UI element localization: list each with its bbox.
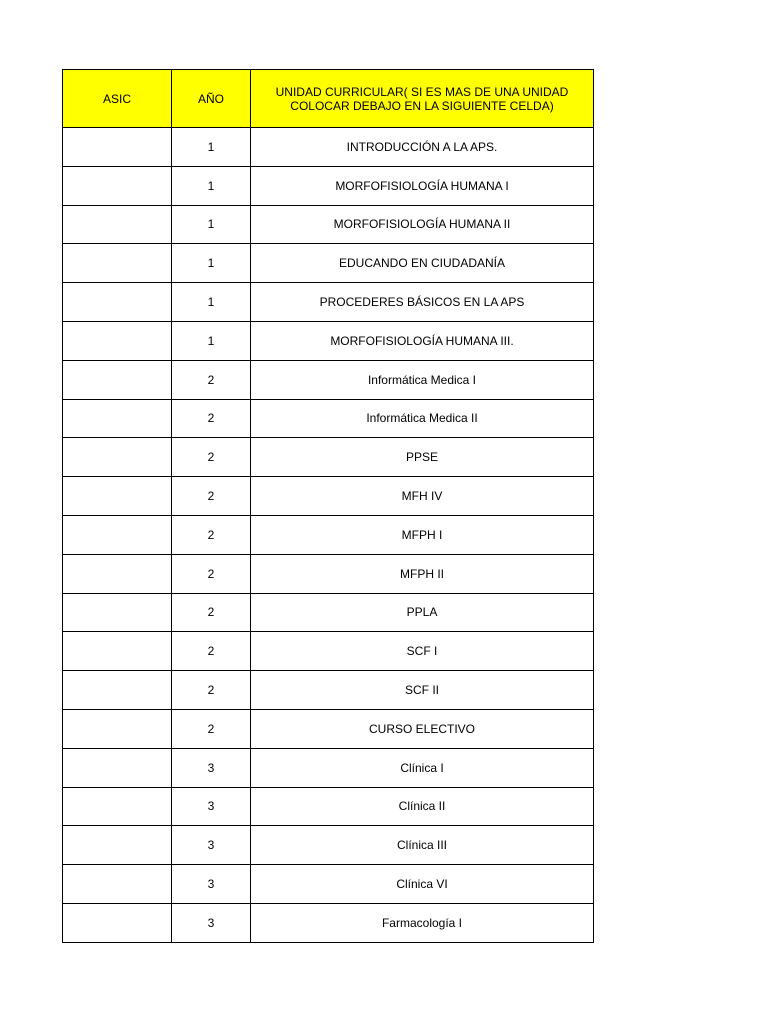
cell-unidad-curricular[interactable]: Informática Medica I	[251, 360, 594, 399]
cell-unidad-curricular[interactable]: Clínica I	[251, 748, 594, 787]
cell-unidad-curricular[interactable]: Farmacología I	[251, 903, 594, 942]
table-body	[63, 128, 594, 943]
table-row	[63, 244, 594, 283]
curriculum-table	[62, 69, 594, 943]
table-row	[63, 826, 594, 865]
table-row	[63, 632, 594, 671]
cell-anio[interactable]: 2	[172, 477, 251, 516]
cell-anio[interactable]: 2	[172, 554, 251, 593]
cell-asic[interactable]	[63, 787, 172, 826]
cell-anio[interactable]: 3	[172, 826, 251, 865]
cell-asic[interactable]	[63, 438, 172, 477]
table-row	[63, 748, 594, 787]
cell-unidad-curricular[interactable]: MORFOFISIOLOGÍA HUMANA I	[251, 166, 594, 205]
cell-asic[interactable]	[63, 205, 172, 244]
cell-anio[interactable]: 2	[172, 593, 251, 632]
table-row	[63, 321, 594, 360]
cell-unidad-curricular[interactable]: SCF II	[251, 671, 594, 710]
header-unidad-curricular[interactable]: UNIDAD CURRICULAR( SI ES MAS DE UNA UNIDAD COLOCAR DEBAJO EN LA SIGUIENTE CELDA)	[251, 70, 594, 128]
cell-anio[interactable]: 2	[172, 709, 251, 748]
cell-asic[interactable]	[63, 593, 172, 632]
cell-unidad-curricular[interactable]: MFPH I	[251, 515, 594, 554]
cell-anio[interactable]: 1	[172, 244, 251, 283]
cell-asic[interactable]	[63, 283, 172, 322]
cell-asic[interactable]	[63, 244, 172, 283]
cell-asic[interactable]	[63, 399, 172, 438]
cell-anio[interactable]: 2	[172, 360, 251, 399]
table-row	[63, 515, 594, 554]
cell-asic[interactable]	[63, 166, 172, 205]
cell-anio[interactable]: 1	[172, 321, 251, 360]
cell-anio[interactable]: 1	[172, 128, 251, 167]
table-row	[63, 554, 594, 593]
table-row	[63, 709, 594, 748]
cell-unidad-curricular[interactable]: PPSE	[251, 438, 594, 477]
cell-asic[interactable]	[63, 321, 172, 360]
cell-anio[interactable]: 2	[172, 515, 251, 554]
cell-asic[interactable]	[63, 826, 172, 865]
cell-unidad-curricular[interactable]: EDUCANDO EN CIUDADANÍA	[251, 244, 594, 283]
cell-unidad-curricular[interactable]: Clínica II	[251, 787, 594, 826]
cell-asic[interactable]	[63, 128, 172, 167]
cell-unidad-curricular[interactable]: INTRODUCCIÓN A LA APS.	[251, 128, 594, 167]
cell-anio[interactable]: 2	[172, 399, 251, 438]
table-row	[63, 283, 594, 322]
cell-anio[interactable]: 1	[172, 205, 251, 244]
table-row	[63, 477, 594, 516]
cell-unidad-curricular[interactable]: MFH IV	[251, 477, 594, 516]
cell-asic[interactable]	[63, 360, 172, 399]
cell-asic[interactable]	[63, 748, 172, 787]
cell-unidad-curricular[interactable]: PPLA	[251, 593, 594, 632]
table-row	[63, 166, 594, 205]
cell-anio[interactable]: 3	[172, 903, 251, 942]
cell-asic[interactable]	[63, 477, 172, 516]
table-row	[63, 903, 594, 942]
header-asic[interactable]: ASIC	[63, 70, 172, 128]
table-row	[63, 399, 594, 438]
cell-unidad-curricular[interactable]: Clínica III	[251, 826, 594, 865]
cell-asic[interactable]	[63, 903, 172, 942]
cell-asic[interactable]	[63, 554, 172, 593]
cell-asic[interactable]	[63, 515, 172, 554]
table-row	[63, 205, 594, 244]
cell-unidad-curricular[interactable]: CURSO ELECTIVO	[251, 709, 594, 748]
cell-asic[interactable]	[63, 632, 172, 671]
cell-unidad-curricular[interactable]: SCF I	[251, 632, 594, 671]
header-row	[63, 70, 594, 128]
cell-unidad-curricular[interactable]: MORFOFISIOLOGÍA HUMANA II	[251, 205, 594, 244]
table-row	[63, 593, 594, 632]
header-anio[interactable]: AÑO	[172, 70, 251, 128]
table-row	[63, 438, 594, 477]
cell-anio[interactable]: 3	[172, 865, 251, 904]
cell-unidad-curricular[interactable]: Informática Medica II	[251, 399, 594, 438]
table-row	[63, 128, 594, 167]
cell-asic[interactable]	[63, 865, 172, 904]
cell-anio[interactable]: 3	[172, 787, 251, 826]
cell-asic[interactable]	[63, 671, 172, 710]
cell-anio[interactable]: 1	[172, 166, 251, 205]
table-row	[63, 360, 594, 399]
cell-unidad-curricular[interactable]: MFPH II	[251, 554, 594, 593]
cell-anio[interactable]: 3	[172, 748, 251, 787]
cell-unidad-curricular[interactable]: MORFOFISIOLOGÍA HUMANA III.	[251, 321, 594, 360]
cell-anio[interactable]: 2	[172, 671, 251, 710]
cell-asic[interactable]	[63, 709, 172, 748]
table-row	[63, 865, 594, 904]
cell-anio[interactable]: 2	[172, 632, 251, 671]
table-header	[63, 70, 594, 128]
table-row	[63, 671, 594, 710]
table-row	[63, 787, 594, 826]
cell-anio[interactable]: 2	[172, 438, 251, 477]
cell-unidad-curricular[interactable]: Clínica VI	[251, 865, 594, 904]
cell-unidad-curricular[interactable]: PROCEDERES BÁSICOS EN LA APS	[251, 283, 594, 322]
cell-anio[interactable]: 1	[172, 283, 251, 322]
